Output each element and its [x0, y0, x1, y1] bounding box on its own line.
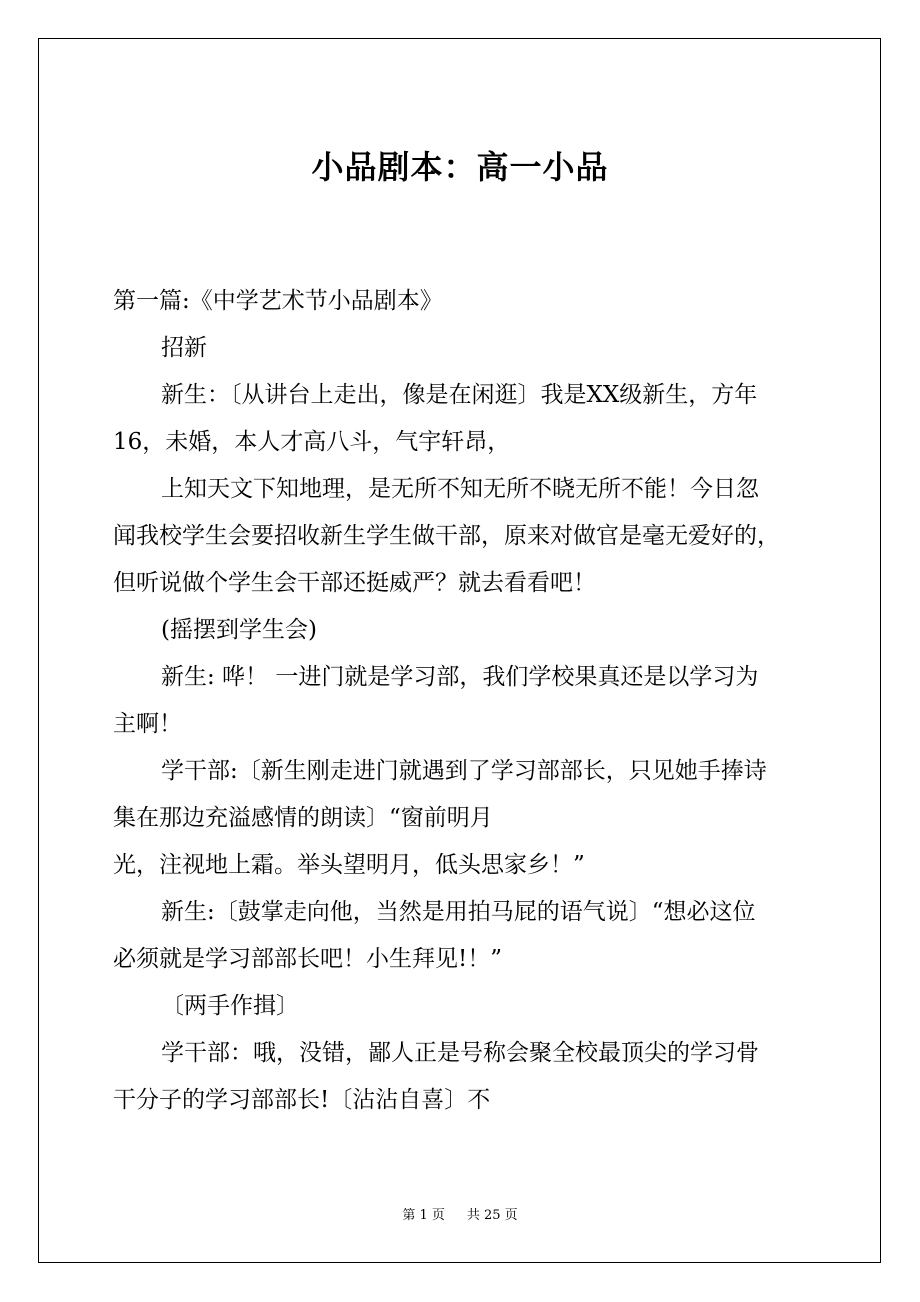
text-line: (摇摆到学生会) — [161, 617, 317, 643]
text-line: 上知天文下知地理，是无所不知无所不晓无所不能！今日忽 — [161, 476, 759, 502]
document-title: 小品剧本：高一小品 — [311, 148, 609, 186]
text-line: 学干部：哦，没错，鄙人正是号称会聚全校最顶尖的学习骨 — [161, 1040, 759, 1066]
text-line: 集在那边充溢感情的朗读〕“窗前明月 — [113, 805, 493, 831]
text-line: 干分子的学习部部长!〔沾沾自喜〕不 — [113, 1087, 491, 1113]
text-line: 光，注视地上霜。举头望明月，低头思家乡！” — [113, 852, 585, 878]
text-line: 16，未婚，本人才高八斗，气宇轩昂， — [113, 429, 511, 455]
page-footer — [0, 1206, 920, 1226]
text-line: 主啊！ — [113, 711, 182, 737]
text-line: 闻我校学生会要招收新生学生做干部，原来对做官是毫无爱好的， — [113, 523, 780, 549]
page-total: 共 25 页 — [466, 1208, 518, 1223]
text-line: 新生:〔鼓掌走向他，当然是用拍马屁的语气说〕“想必这位 — [161, 899, 756, 925]
text-line: 必须就是学习部部长吧！小生拜见!！” — [113, 946, 503, 972]
text-line: 新生：〔从讲台上走出，像是在闲逛〕我是XX级新生，方年 — [161, 382, 758, 408]
document-body — [113, 278, 815, 1124]
text-line: 新生: 哗！ 一进门就是学习部，我们学校果真还是以学习为 — [161, 664, 759, 690]
text-line: 第一篇:《中学艺术节小品剧本》 — [113, 288, 443, 314]
text-line: 但听说做个学生会干部还挺威严？就去看看吧！ — [113, 570, 596, 596]
page-number: 第 1 页 — [402, 1208, 445, 1223]
text-line: 〔两手作揖〕 — [161, 993, 299, 1019]
text-line: 招新 — [161, 335, 207, 361]
text-line: 学干部:〔新生刚走进门就遇到了学习部部长，只见她手捧诗 — [161, 758, 767, 784]
